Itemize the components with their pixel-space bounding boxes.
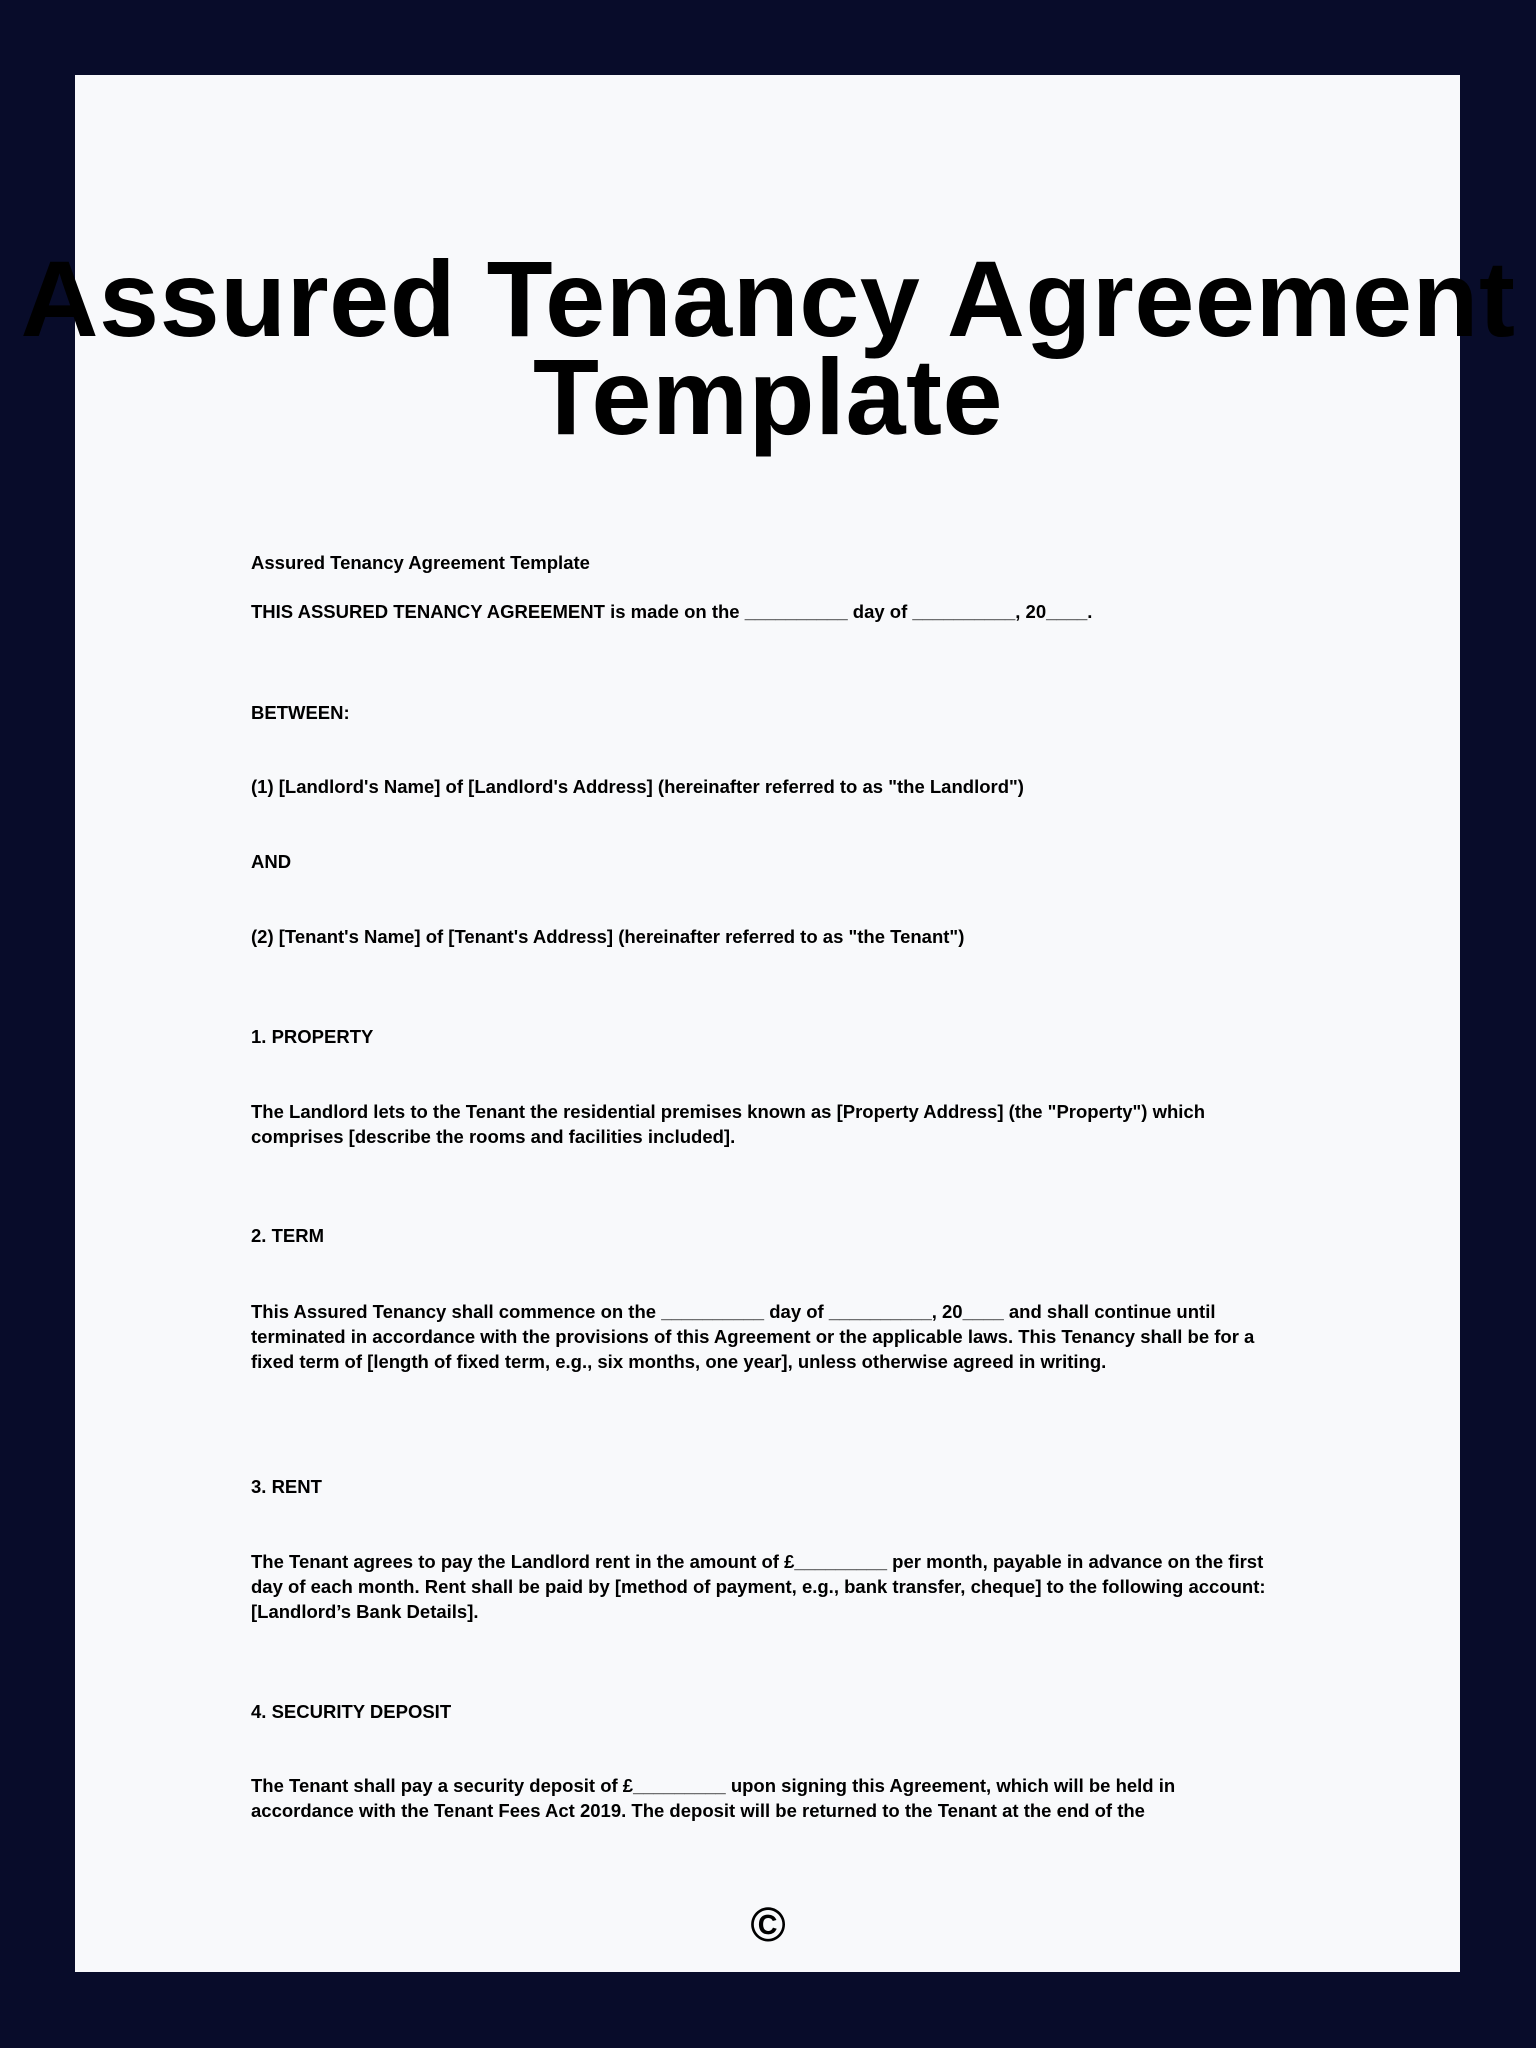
and-label: AND bbox=[251, 851, 292, 872]
title-line-1: Assured Tenancy Agreement bbox=[20, 238, 1516, 359]
section-property-title: 1. PROPERTY bbox=[251, 1026, 374, 1047]
section-rent-title: 3. RENT bbox=[251, 1476, 322, 1497]
copyright-icon: © bbox=[750, 1899, 786, 1952]
section-deposit-title: 4. SECURITY DEPOSIT bbox=[251, 1701, 452, 1722]
title-line-2: Template bbox=[532, 336, 1004, 457]
section-term-body: This Assured Tenancy shall commence on the __________ day of __________, 20____ and shall continue until terminated in accordance with the provisions of this Agreement or the applicable laws. This Tenancy shall be for a fixed term of [length of fixed term, e.g., six months, one year], unless otherwise agreed in writing. bbox=[251, 1301, 1255, 1372]
party-landlord: (1) [Landlord's Name] of [Landlord's Address] (hereinafter referred to as "the Landlord") bbox=[251, 776, 1024, 797]
section-deposit-body: The Tenant shall pay a security deposit of £_________ upon signing this Agreement, which will be held in accordance with the Tenant Fees Act 2019. The deposit will be returned to the Tenant at the end of the bbox=[251, 1775, 1176, 1821]
party-tenant: (2) [Tenant's Name] of [Tenant's Address] (hereinafter referred to as "the Tenant") bbox=[251, 926, 965, 947]
section-property-body: The Landlord lets to the Tenant the residential premises known as [Property Address] (the "Property") which comprises [describe the rooms and facilities included]. bbox=[251, 1101, 1206, 1147]
section-rent-body: The Tenant agrees to pay the Landlord rent in the amount of £_________ per month, payable in advance on the first day of each month. Rent shall be paid by [method of payment, e.g., bank transfer, cheque] to the following account: [Landlord’s Bank Details]. bbox=[251, 1551, 1266, 1622]
document-title bbox=[0, 238, 1536, 457]
between-label: BETWEEN: bbox=[251, 702, 350, 723]
section-term-title: 2. TERM bbox=[251, 1225, 324, 1246]
intro-paragraph: THIS ASSURED TENANCY AGREEMENT is made on the __________ day of __________, 20____. bbox=[251, 601, 1093, 622]
doc-heading: Assured Tenancy Agreement Template bbox=[251, 552, 590, 573]
